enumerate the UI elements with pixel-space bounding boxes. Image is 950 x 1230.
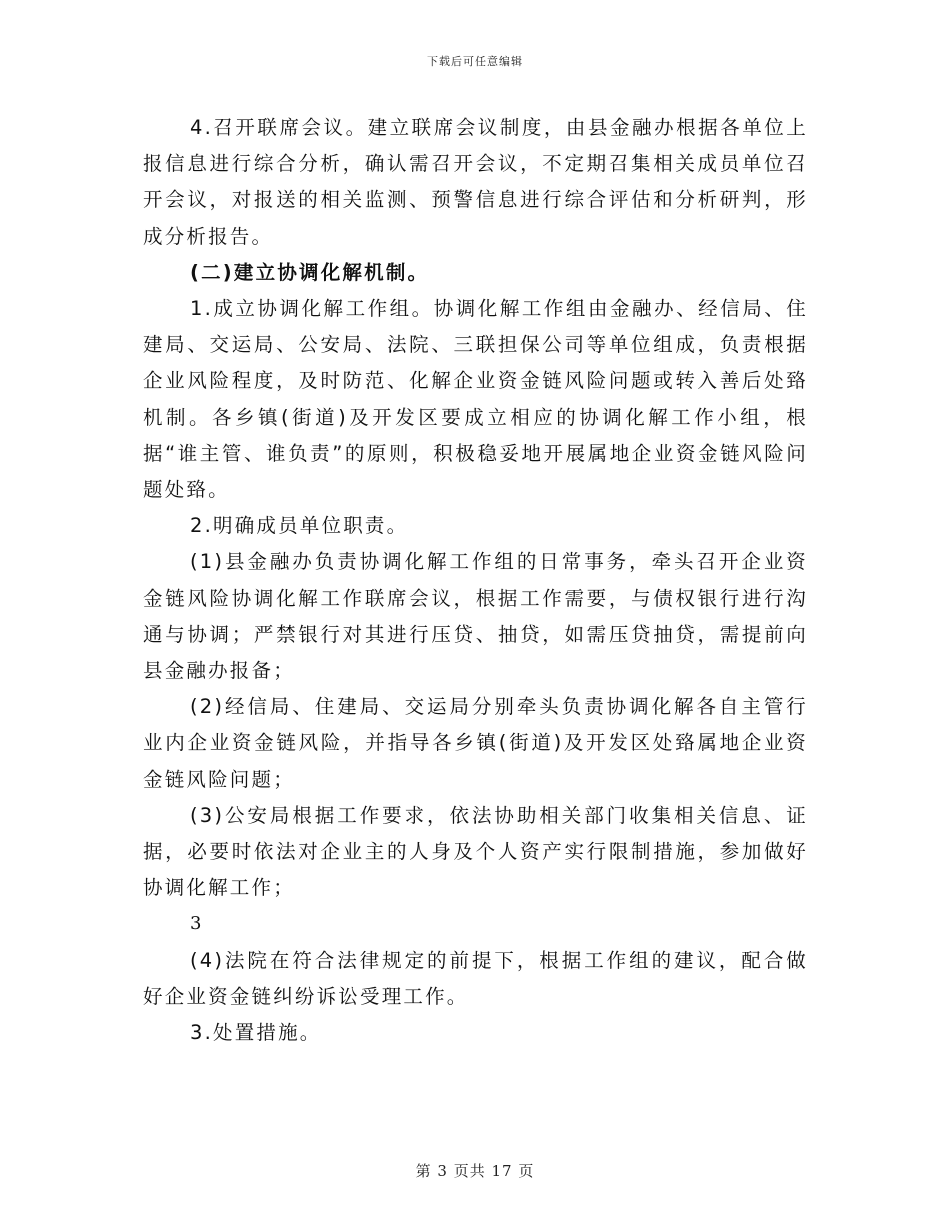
paragraph-duty-bureaus: (2)经信局、住建局、交运局分别牵头负责协调化解各自主管行业内企业资金链风险，并指导各乡镇(街道)及开发区处臵属地企业资金链风险问题； (143, 695, 808, 791)
paragraph-joint-meeting: 4.召开联席会议。建立联席会议制度，由县金融办根据各单位上报信息进行综合分析，确认需召开会议，不定期召集相关成员单位召开会议，对报送的相关监测、预警信息进行综合评估和分析研判，形成分析报告。 (143, 116, 808, 248)
paragraph-duty-finance-office: (1)县金融办负责协调化解工作组的日常事务，牵头召开企业资金链风险协调化解工作联席会议，根据工作需要，与债权银行进行沟通与协调；严禁银行对其进行压贷、抽贷，如需压贷抽贷，需提前向县金融办报备； (143, 550, 808, 683)
paragraph-duty-court: (4)法院在符合法律规定的前提下，根据工作组的建议，配合做好企业资金链纠纷诉讼受理工作。 (143, 948, 808, 1008)
page-header-note: 下载后可任意编辑 (427, 55, 523, 68)
document-body (143, 110, 808, 1051)
paragraph-working-group: 1.成立协调化解工作组。协调化解工作组由金融办、经信局、住建局、交运局、公安局、法院、三联担保公司等单位组成，负责根据企业风险程度，及时防范、化解企业资金链风险问题或转入善后处臵机制。各乡镇(街道)及开发区要成立相应的协调化解工作小组，根据“谁主管、谁负责”的原则，积极稳妥地开展属地企业资金链风险问题处臵。 (143, 297, 808, 502)
section-heading-coordination: (二)建立协调化解机制。 (190, 260, 430, 284)
paragraph-disposal-measures: 3.处置措施。 (190, 1021, 322, 1045)
paragraph-member-duties-title: 2.明确成员单位职责。 (190, 514, 409, 538)
page-footer: 第 3 页共 17 页 (415, 1162, 535, 1180)
paragraph-duty-police: (3)公安局根据工作要求，依法协助相关部门收集相关信息、证据，必要时依法对企业主的人身及个人资产实行限制措施，参加做好协调化解工作； (143, 803, 808, 900)
inline-page-number: 3 (190, 913, 204, 935)
